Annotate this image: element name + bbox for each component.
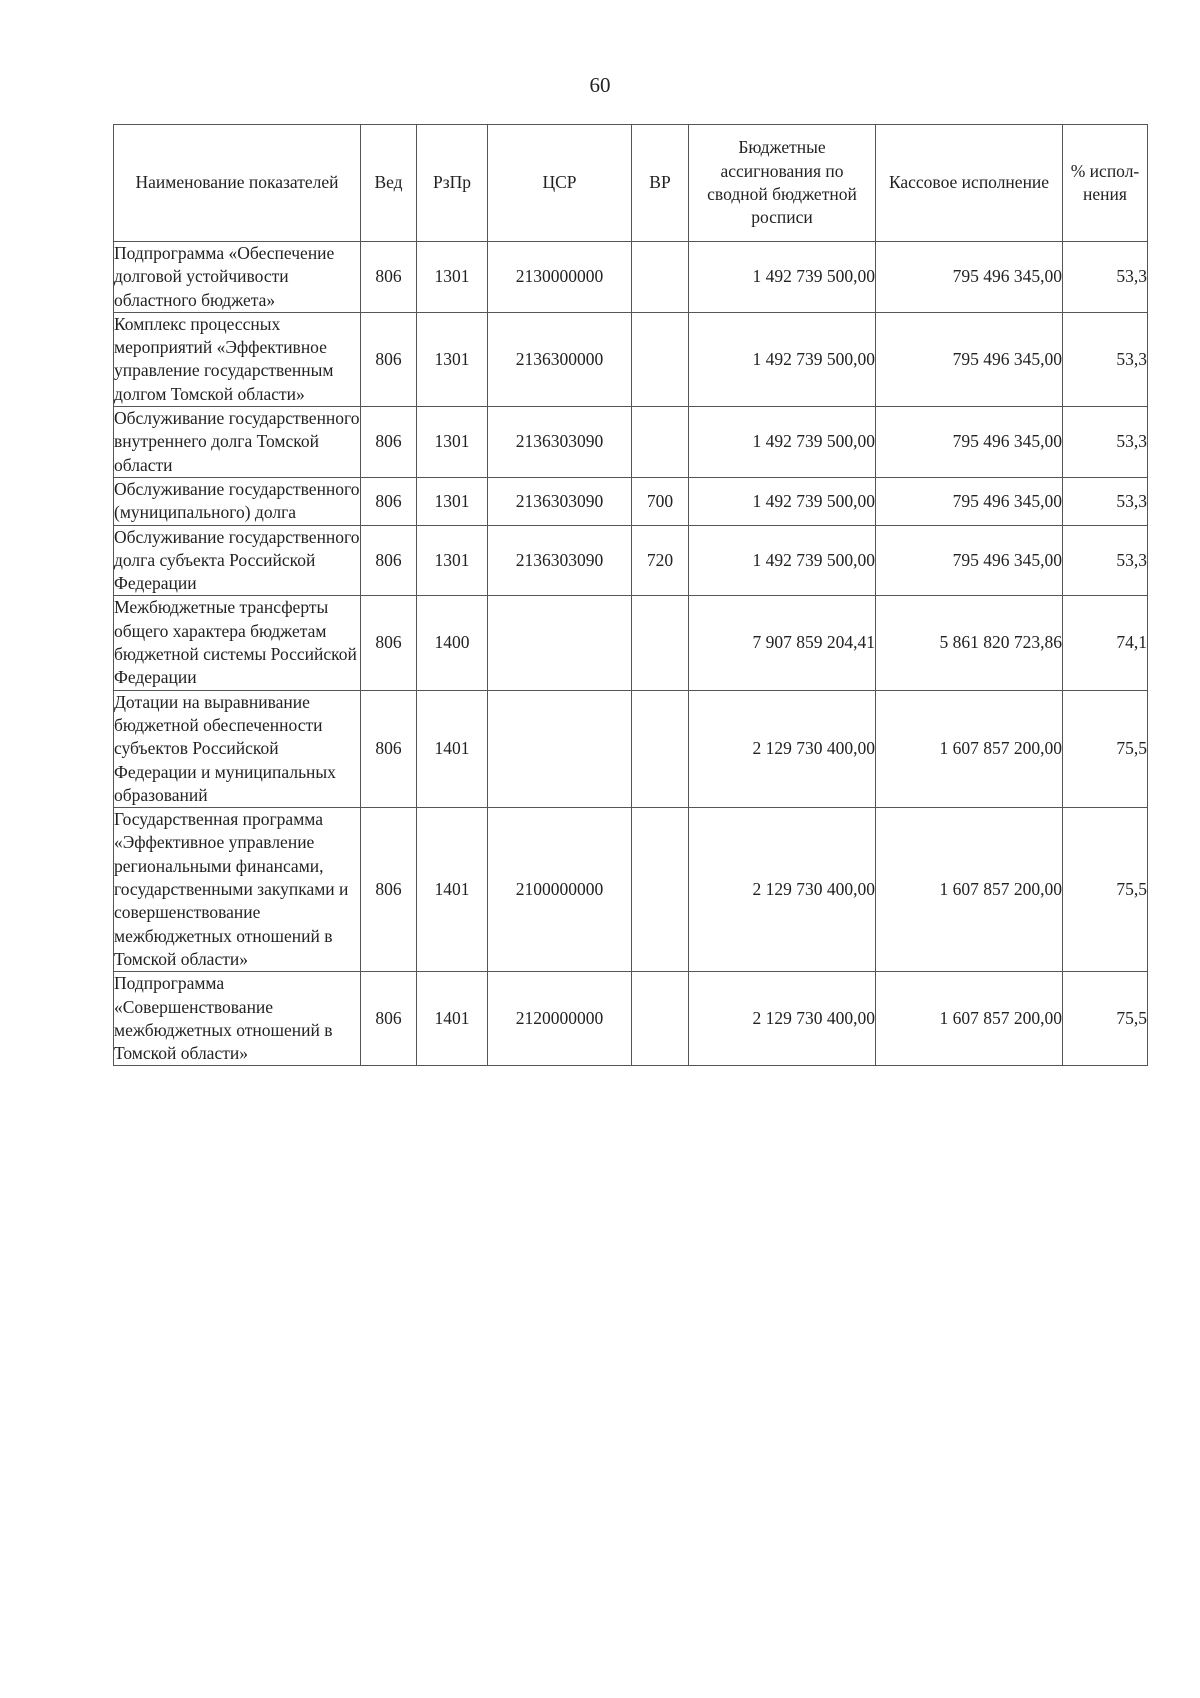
table-header-row xyxy=(114,125,1148,242)
cell-cash: 795 496 345,00 xyxy=(876,312,1063,406)
header-cash: Кассовое исполнение xyxy=(876,125,1063,242)
cell-ved: 806 xyxy=(361,808,417,972)
cell-csr: 2136300000 xyxy=(488,312,632,406)
cell-budget: 7 907 859 204,41 xyxy=(689,596,876,690)
cell-budget: 1 492 739 500,00 xyxy=(689,477,876,525)
cell-percent: 75,5 xyxy=(1063,808,1148,972)
cell-name: Подпрограмма «Совершенствование межбюджетных отношений в Томской области» xyxy=(114,972,361,1066)
cell-rzpr: 1401 xyxy=(417,808,488,972)
cell-name: Межбюджетные трансферты общего характера бюджетам бюджетной системы Российской Федерации xyxy=(114,596,361,690)
budget-execution-table xyxy=(113,124,1148,1066)
cell-name: Подпрограмма «Обеспечение долговой устойчивости областного бюджета» xyxy=(114,242,361,313)
table-row xyxy=(114,690,1148,807)
cell-rzpr: 1301 xyxy=(417,477,488,525)
cell-vr xyxy=(632,972,689,1066)
cell-cash: 1 607 857 200,00 xyxy=(876,808,1063,972)
cell-percent: 53,3 xyxy=(1063,477,1148,525)
cell-vr xyxy=(632,596,689,690)
header-csr: ЦСР xyxy=(488,125,632,242)
table-row xyxy=(114,242,1148,313)
cell-rzpr: 1301 xyxy=(417,525,488,596)
cell-budget: 1 492 739 500,00 xyxy=(689,407,876,478)
cell-name: Государственная программа «Эффективное управление региональными финансами, государственными закупками и совершенствование межбюджетных отношений в Томской области» xyxy=(114,808,361,972)
cell-vr xyxy=(632,312,689,406)
header-rzpr: РзПр xyxy=(417,125,488,242)
cell-rzpr: 1401 xyxy=(417,972,488,1066)
header-vr: ВР xyxy=(632,125,689,242)
cell-cash: 795 496 345,00 xyxy=(876,525,1063,596)
cell-cash: 1 607 857 200,00 xyxy=(876,690,1063,807)
table-row xyxy=(114,972,1148,1066)
cell-name: Обслуживание государственного внутреннего долга Томской области xyxy=(114,407,361,478)
cell-csr: 2100000000 xyxy=(488,808,632,972)
table-row xyxy=(114,808,1148,972)
cell-cash: 1 607 857 200,00 xyxy=(876,972,1063,1066)
cell-ved: 806 xyxy=(361,690,417,807)
cell-rzpr: 1301 xyxy=(417,312,488,406)
cell-percent: 74,1 xyxy=(1063,596,1148,690)
cell-ved: 806 xyxy=(361,407,417,478)
cell-budget: 2 129 730 400,00 xyxy=(689,808,876,972)
cell-name: Комплекс процессных мероприятий «Эффективное управление государственным долгом Томской области» xyxy=(114,312,361,406)
header-ved: Вед xyxy=(361,125,417,242)
cell-ved: 806 xyxy=(361,972,417,1066)
cell-ved: 806 xyxy=(361,312,417,406)
cell-vr xyxy=(632,690,689,807)
cell-rzpr: 1301 xyxy=(417,242,488,313)
cell-rzpr: 1401 xyxy=(417,690,488,807)
cell-csr: 2136303090 xyxy=(488,477,632,525)
page-number: 60 xyxy=(589,73,611,97)
cell-percent: 53,3 xyxy=(1063,312,1148,406)
cell-csr xyxy=(488,596,632,690)
cell-vr: 720 xyxy=(632,525,689,596)
table-row xyxy=(114,407,1148,478)
table-row xyxy=(114,477,1148,525)
cell-budget: 1 492 739 500,00 xyxy=(689,525,876,596)
cell-csr: 2136303090 xyxy=(488,407,632,478)
header-name: Наименование показателей xyxy=(114,125,361,242)
cell-cash: 795 496 345,00 xyxy=(876,407,1063,478)
cell-name: Дотации на выравнивание бюджетной обеспеченности субъектов Российской Федерации и муниципальных образований xyxy=(114,690,361,807)
cell-percent: 75,5 xyxy=(1063,690,1148,807)
cell-percent: 53,3 xyxy=(1063,242,1148,313)
cell-name: Обслуживание государственного (муниципального) долга xyxy=(114,477,361,525)
cell-cash: 5 861 820 723,86 xyxy=(876,596,1063,690)
cell-vr xyxy=(632,808,689,972)
cell-csr xyxy=(488,690,632,807)
cell-percent: 75,5 xyxy=(1063,972,1148,1066)
cell-budget: 2 129 730 400,00 xyxy=(689,690,876,807)
header-percent: % испол-нения xyxy=(1063,125,1148,242)
cell-ved: 806 xyxy=(361,242,417,313)
cell-ved: 806 xyxy=(361,477,417,525)
cell-vr: 700 xyxy=(632,477,689,525)
table-row xyxy=(114,525,1148,596)
cell-percent: 53,3 xyxy=(1063,407,1148,478)
cell-percent: 53,3 xyxy=(1063,525,1148,596)
table-row xyxy=(114,312,1148,406)
cell-ved: 806 xyxy=(361,596,417,690)
cell-budget: 2 129 730 400,00 xyxy=(689,972,876,1066)
cell-budget: 1 492 739 500,00 xyxy=(689,312,876,406)
cell-ved: 806 xyxy=(361,525,417,596)
cell-cash: 795 496 345,00 xyxy=(876,477,1063,525)
cell-csr: 2136303090 xyxy=(488,525,632,596)
cell-csr: 2130000000 xyxy=(488,242,632,313)
cell-budget: 1 492 739 500,00 xyxy=(689,242,876,313)
cell-rzpr: 1301 xyxy=(417,407,488,478)
table-row xyxy=(114,596,1148,690)
cell-vr xyxy=(632,407,689,478)
header-budget: Бюджетные ассигнования по сводной бюджетной росписи xyxy=(689,125,876,242)
cell-name: Обслуживание государственного долга субъекта Российской Федерации xyxy=(114,525,361,596)
cell-cash: 795 496 345,00 xyxy=(876,242,1063,313)
cell-rzpr: 1400 xyxy=(417,596,488,690)
cell-csr: 2120000000 xyxy=(488,972,632,1066)
cell-vr xyxy=(632,242,689,313)
